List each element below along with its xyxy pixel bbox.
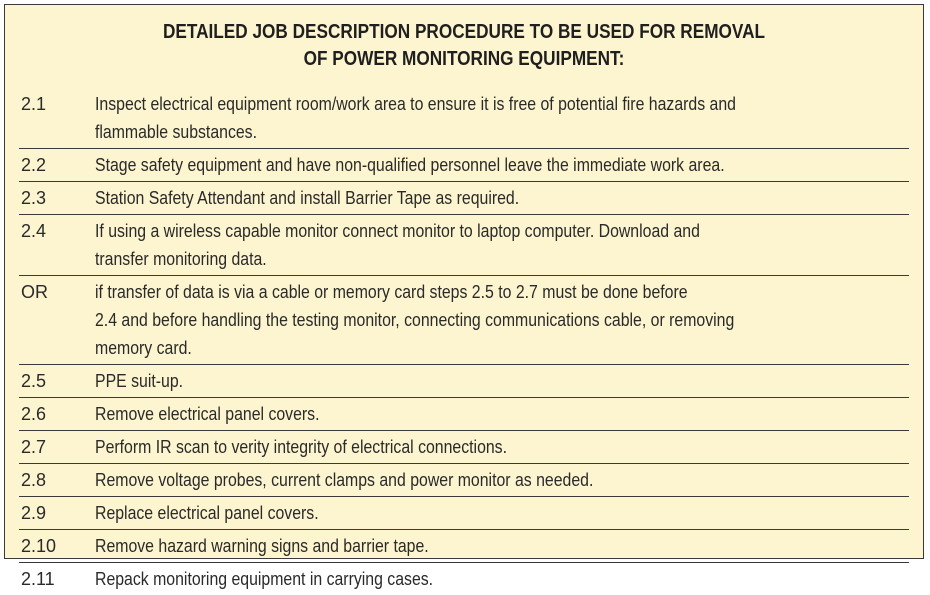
step-row (19, 464, 909, 497)
step-number: 2.6 (21, 404, 47, 424)
step-row (19, 182, 909, 215)
step-text-line: If using a wireless capable monitor connect monitor to laptop computer. Download and (95, 221, 700, 241)
title-line-1: DETAILED JOB DESCRIPTION PROCEDURE TO BE USED FOR REMOVAL (162, 21, 766, 43)
step-text (95, 466, 909, 494)
step-text (95, 217, 909, 273)
step-row (19, 563, 909, 595)
step-number: 2.8 (21, 470, 47, 490)
step-number: 2.11 (21, 569, 55, 589)
step-text-line: Remove voltage probes, current clamps and power monitor as needed. (95, 470, 594, 490)
step-text-line: Remove hazard warning signs and barrier tape. (95, 536, 429, 556)
step-text-line: Perform IR scan to verity integrity of electrical connections. (95, 437, 508, 457)
step-row (19, 497, 909, 530)
step-number: 2.1 (21, 94, 47, 114)
step-text (95, 278, 909, 362)
step-text (95, 532, 909, 560)
step-text-line: Replace electrical panel covers. (95, 503, 319, 523)
step-text (95, 433, 909, 461)
step-text-line: Remove electrical panel covers. (95, 404, 320, 424)
step-row (19, 398, 909, 431)
step-text-line: Repack monitoring equipment in carrying cases. (95, 569, 434, 589)
step-text-line: PPE suit-up. (95, 371, 184, 391)
step-row (19, 149, 909, 182)
step-text-line: flammable substances. (95, 122, 258, 142)
procedure-title (69, 19, 858, 73)
step-row (19, 431, 909, 464)
step-text (95, 184, 909, 212)
procedure-box (4, 4, 924, 589)
step-number: OR (21, 282, 48, 302)
step-row (19, 530, 909, 563)
step-text (95, 400, 909, 428)
step-row (19, 365, 909, 398)
step-number: 2.2 (21, 155, 47, 175)
step-row (19, 88, 909, 149)
step-row (19, 215, 909, 276)
procedure-steps (19, 88, 909, 595)
step-text-line: if transfer of data is via a cable or memory card steps 2.5 to 2.7 must be done before (95, 282, 688, 302)
step-text (95, 499, 909, 527)
step-text (95, 367, 909, 395)
step-text (95, 565, 909, 593)
step-number: 2.3 (21, 188, 47, 208)
step-text-line: Station Safety Attendant and install Barrier Tape as required. (95, 188, 520, 208)
step-text-line: 2.4 and before handling the testing monitor, connecting communications cable, or removing (95, 310, 735, 330)
step-text-line: Inspect electrical equipment room/work area to ensure it is free of potential fire hazards and (95, 94, 736, 114)
step-number: 2.10 (21, 536, 57, 556)
step-text-line: transfer monitoring data. (95, 249, 267, 269)
step-row-or (19, 276, 909, 365)
title-line-2: OF POWER MONITORING EQUIPMENT: (303, 48, 625, 70)
step-number: 2.5 (21, 371, 47, 391)
step-number: 2.7 (21, 437, 47, 457)
step-number: 2.9 (21, 503, 47, 523)
step-text (95, 151, 909, 179)
step-text-line: Stage safety equipment and have non-qualified personnel leave the immediate work area. (95, 155, 725, 175)
step-text (95, 90, 909, 146)
step-text-line: memory card. (95, 338, 192, 358)
step-number: 2.4 (21, 221, 47, 241)
